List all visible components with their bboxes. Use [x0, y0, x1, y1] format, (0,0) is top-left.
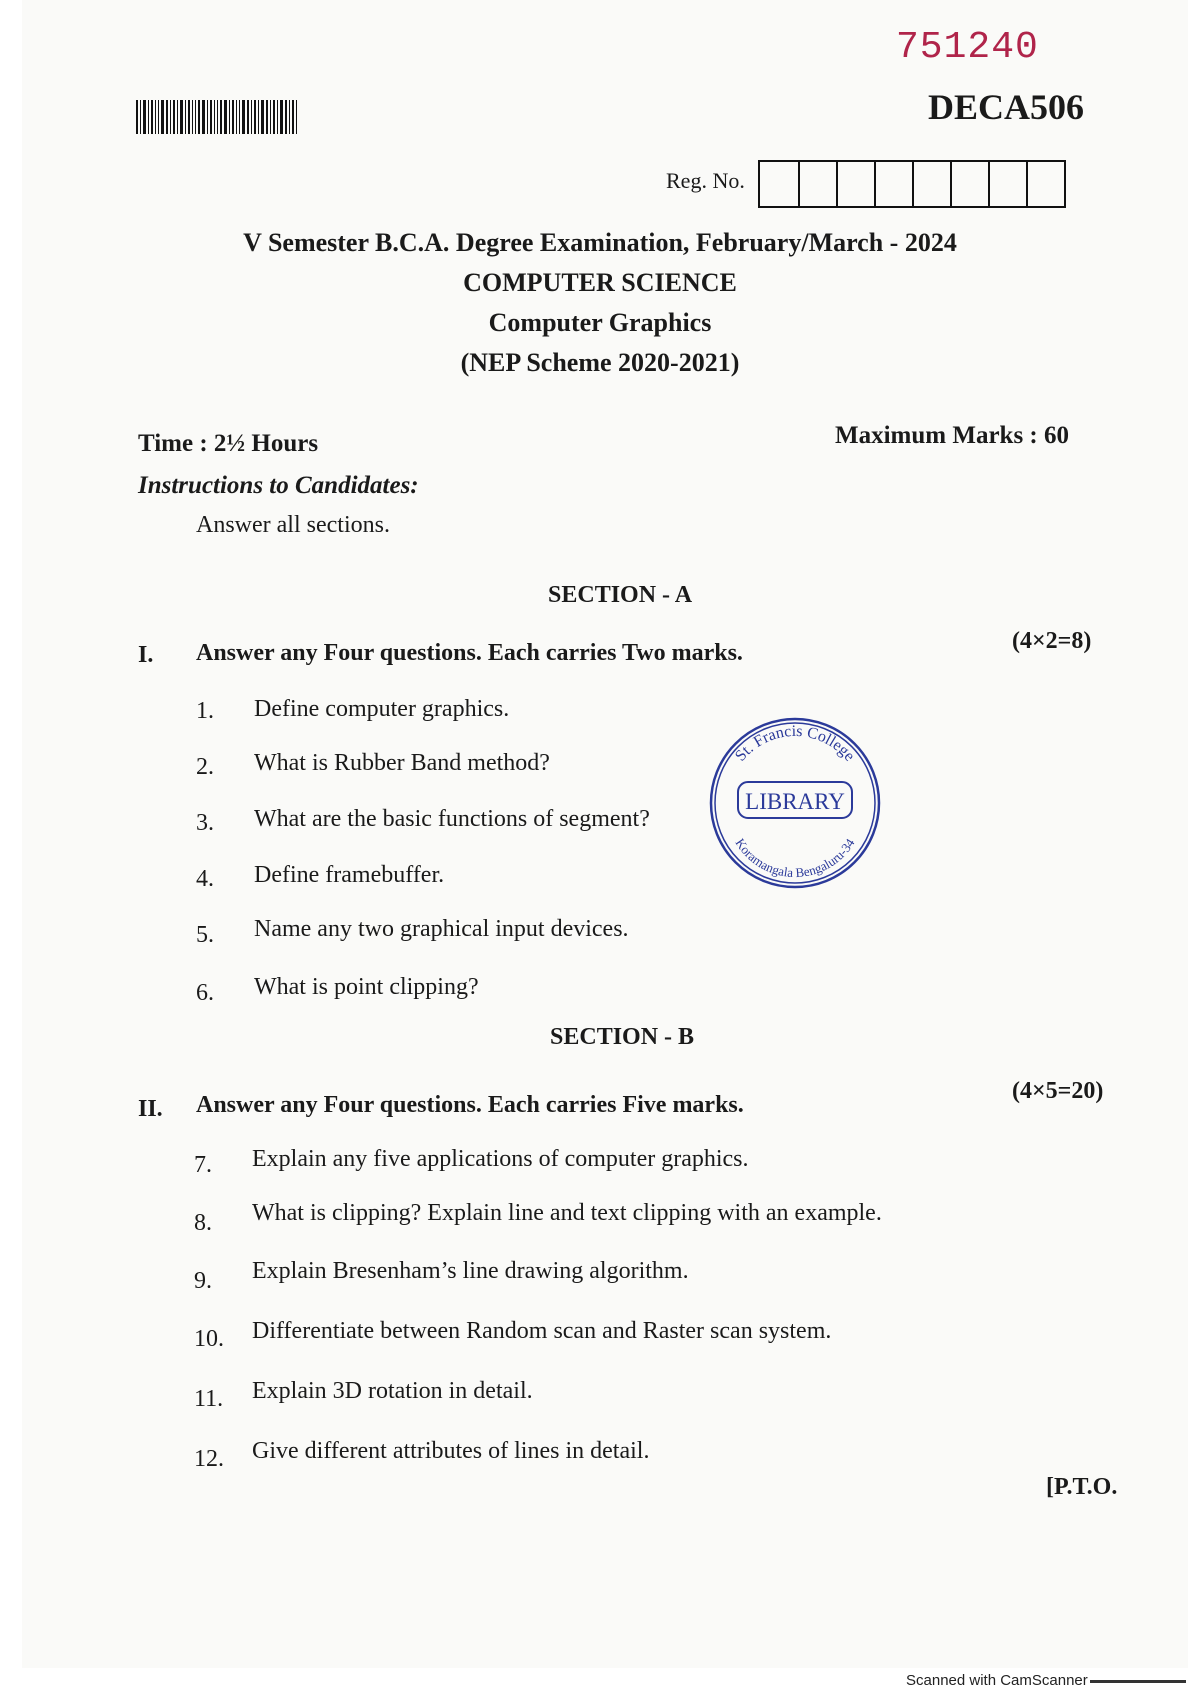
reg-box[interactable]: [988, 162, 1026, 206]
library-stamp: [708, 716, 882, 890]
instructions-title: Instructions to Candidates:: [138, 472, 419, 499]
question-text: Explain Bresenham’s line drawing algorithm.: [252, 1258, 689, 1284]
question-text: Explain 3D rotation in detail.: [252, 1378, 533, 1404]
question-number: 10.: [194, 1326, 224, 1352]
reg-box[interactable]: [1026, 162, 1064, 206]
section-a-directive: Answer any Four questions. Each carries Two marks.: [196, 640, 743, 666]
question-number: 5.: [196, 922, 214, 948]
footer-rule: [1090, 1680, 1186, 1683]
question-number: 12.: [194, 1446, 224, 1472]
maximum-marks: Maximum Marks : 60: [835, 422, 1069, 449]
question-number: 8.: [194, 1210, 212, 1236]
exam-title: V Semester B.C.A. Degree Examination, February/March - 2024: [243, 228, 957, 257]
reg-box[interactable]: [836, 162, 874, 206]
question-number: 6.: [196, 980, 214, 1006]
question-number: 11.: [194, 1386, 224, 1412]
instructions-text: Answer all sections.: [196, 512, 390, 538]
question-text: Explain any five applications of computer graphics.: [252, 1146, 749, 1172]
scanner-watermark: Scanned with CamScanner: [906, 1672, 1088, 1689]
question-text: Define computer graphics.: [254, 696, 510, 722]
question-text: What is Rubber Band method?: [254, 750, 550, 776]
time-allowed: Time : 2½ Hours: [138, 430, 319, 457]
question-number: 3.: [196, 810, 214, 836]
question-text: What is point clipping?: [254, 974, 479, 1000]
course-title: Computer Graphics: [488, 308, 712, 337]
section-b-marks: (4×5=20): [1012, 1078, 1104, 1104]
question-text: Name any two graphical input devices.: [254, 916, 629, 942]
question-number: 9.: [194, 1268, 212, 1294]
question-text: What are the basic functions of segment?: [254, 806, 650, 832]
section-b-title: SECTION - B: [550, 1024, 695, 1050]
serial-number: 751240: [896, 26, 1039, 69]
please-turn-over: [P.T.O.: [1046, 1474, 1118, 1500]
reg-no-label: Reg. No.: [666, 168, 745, 193]
question-text: Differentiate between Random scan and Raster scan system.: [252, 1318, 832, 1344]
question-text: Give different attributes of lines in detail.: [252, 1438, 650, 1464]
reg-box[interactable]: [760, 162, 798, 206]
stamp-ring-top-text: St. Francis College: [732, 722, 859, 765]
barcode: [136, 100, 299, 134]
reg-box[interactable]: [874, 162, 912, 206]
subject-title: COMPUTER SCIENCE: [463, 268, 737, 297]
question-text: Define framebuffer.: [254, 862, 445, 888]
stamp-ring-bottom-text: Koramangala Bengaluru-34: [732, 835, 858, 881]
reg-no-boxes[interactable]: [758, 160, 1066, 208]
question-number: 1.: [196, 698, 214, 724]
reg-box[interactable]: [950, 162, 988, 206]
paper-code: DECA506: [928, 87, 1085, 127]
question-number: 4.: [196, 866, 214, 892]
reg-box[interactable]: [798, 162, 836, 206]
question-number: 2.: [196, 754, 214, 780]
section-a-title: SECTION - A: [548, 582, 693, 608]
section-a-roman: I.: [138, 642, 154, 668]
question-number: 7.: [194, 1152, 212, 1178]
question-text: What is clipping? Explain line and text clipping with an example.: [252, 1200, 882, 1226]
section-b-roman: II.: [138, 1096, 163, 1122]
section-a-marks: (4×2=8): [1012, 628, 1092, 654]
section-b-directive: Answer any Four questions. Each carries Five marks.: [196, 1092, 744, 1118]
scheme-title: (NEP Scheme 2020-2021): [460, 348, 740, 377]
reg-box[interactable]: [912, 162, 950, 206]
stamp-center-text: LIBRARY: [745, 789, 845, 814]
